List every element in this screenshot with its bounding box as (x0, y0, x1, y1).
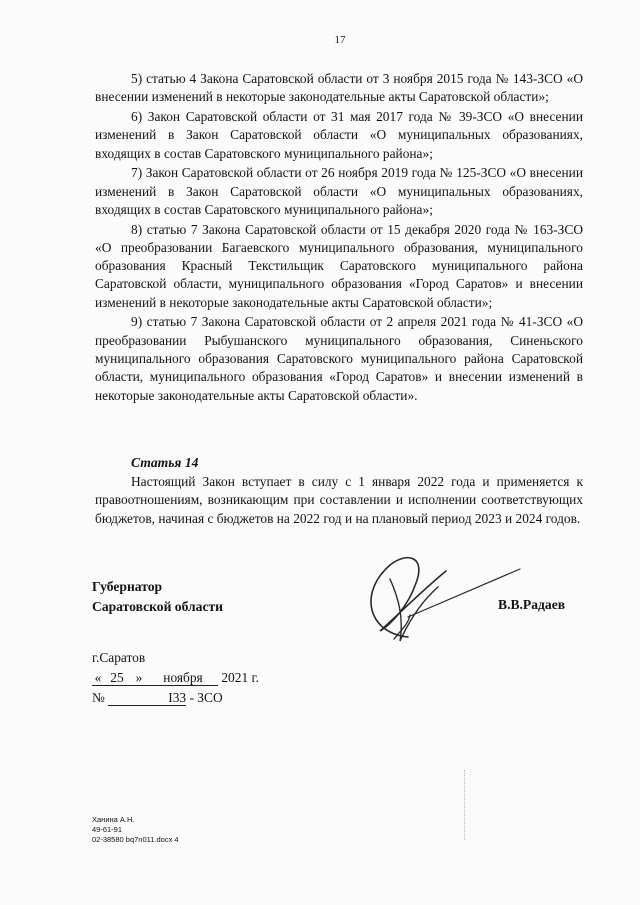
scan-artifact (464, 770, 467, 840)
list-item: 9) статью 7 Закона Саратовской области от 2 апреля 2021 года № 41-ЗСО «О преобразовании Рыбушанского муниципального образования, Синеньского муниципального образования Саратовского муниципального района Саратовской области, муниципального образования «Город Саратов» и внесении изменений в некоторые законодательные акты Саратовской области». (95, 314, 583, 403)
date-month: ноября (148, 670, 218, 686)
signer-title (92, 577, 223, 617)
list-item: 5) статью 4 Закона Саратовской области от 3 ноября 2015 года № 143-ЗСО «О внесении изменений в некоторые законодательные акты Саратовской области»; (95, 71, 583, 105)
place-date-block (92, 648, 259, 708)
document-reference: 02-38580 bq7n011.docx 4 (92, 835, 179, 844)
page-number: 17 (334, 34, 346, 46)
number-line (92, 688, 259, 708)
preparer-name: Ханина А.Н. (92, 815, 135, 824)
signer-title-line: Саратовской области (92, 599, 224, 614)
date-quote-open: « (92, 670, 104, 686)
article-body (95, 473, 583, 528)
signer-title-line: Губернатор (92, 579, 163, 594)
date-quote-close: » (130, 670, 148, 686)
prepared-by (92, 815, 179, 845)
law-number: I33 (108, 690, 186, 706)
preparer-phone: 49-61-91 (92, 825, 123, 834)
date-line (92, 668, 259, 688)
signer-name: В.В.Радаев (498, 597, 566, 612)
article-heading: Статья 14 (131, 455, 199, 470)
number-sign: № (92, 690, 105, 705)
handwritten-signature (350, 545, 540, 645)
date-year: 2021 г. (221, 670, 259, 685)
list-item: 8) статью 7 Закона Саратовской области от 15 декабря 2020 года № 163-ЗСО «О преобразовании Багаевского муниципального образования, муниципального образования Красный Текстильщик Саратовского муниципального района Саратовской области, муниципального образования «Город Саратов» и внесении изменений в некоторые законодательные акты Саратовской области»; (95, 221, 583, 310)
law-number-suffix: - ЗСО (189, 690, 223, 705)
law-list (95, 70, 583, 406)
list-item: 6) Закон Саратовской области от 31 мая 2017 года № 39-ЗСО «О внесении изменений в Закон Саратовской области «О муниципальных образованиях, входящих в состав Саратовского муниципального района»; (95, 108, 583, 161)
date-day: 25 (104, 670, 130, 686)
article-paragraph: Настоящий Закон вступает в силу с 1 января 2022 года и применяется к правоотношениям, возникающим при составлении и исполнении соответствующих бюджетов, начиная с бюджетов на 2022 год и на плановый период 2023 и 2024 годов. (95, 474, 583, 526)
city: г.Саратов (92, 650, 146, 665)
list-item: 7) Закон Саратовской области от 26 ноября 2019 года № 125-ЗСО «О внесении изменений в Закон Саратовской области «О муниципальных образованиях, входящих в состав Саратовского муниципального района»; (95, 165, 583, 217)
